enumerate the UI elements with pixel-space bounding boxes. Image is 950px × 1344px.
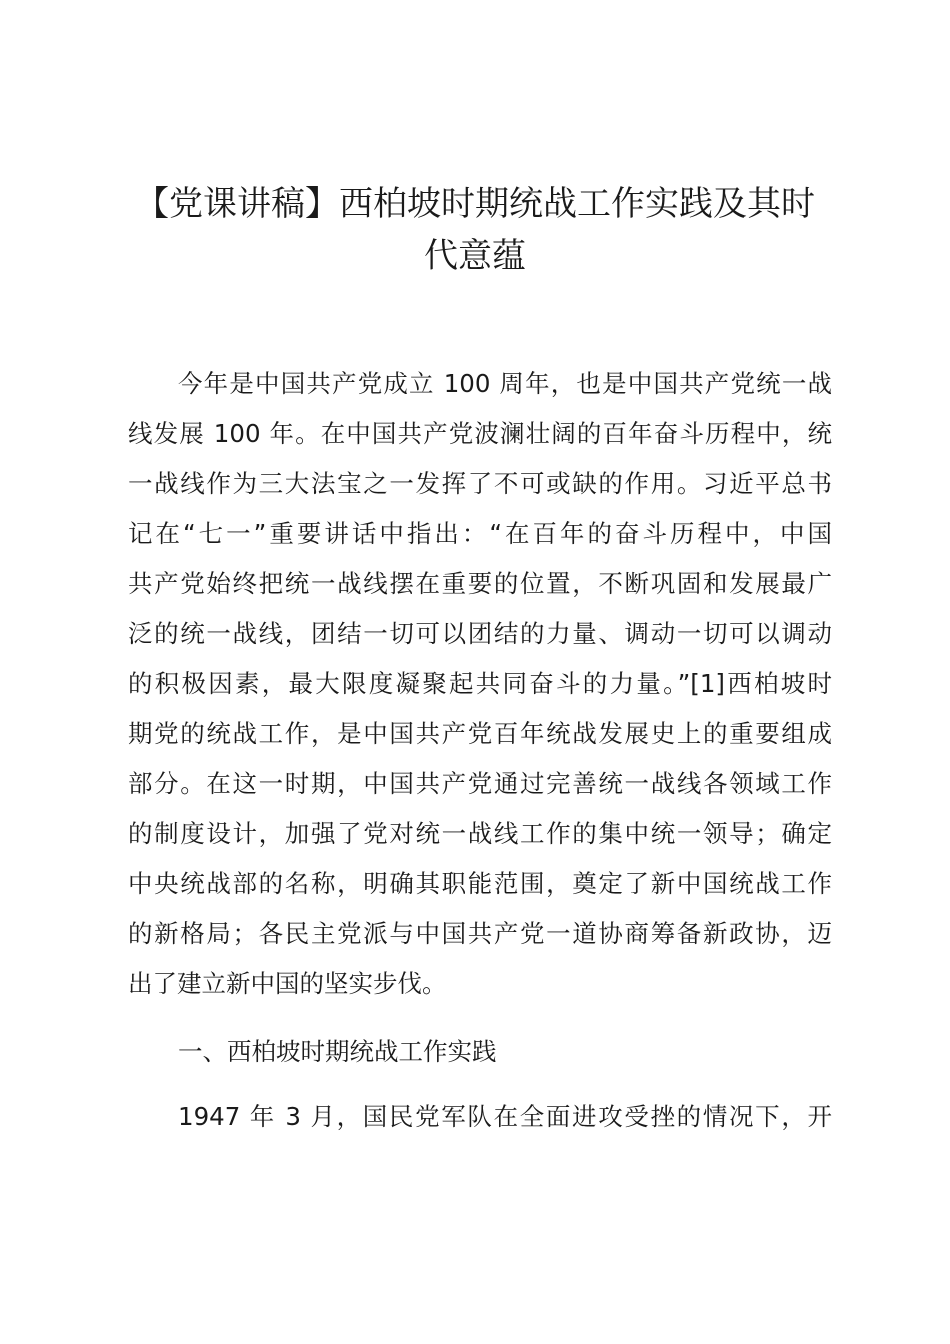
section-paragraph-line: 1947 年 3 月，国民党军队在全面进攻受挫的情况下，开 [178, 1102, 832, 1131]
paragraph-line: 中央统战部的名称，明确其职能范围，奠定了新中国统战工作 [128, 869, 832, 898]
title-line: 代意蕴 [424, 236, 526, 276]
paragraph-line: 的制度设计，加强了党对统一战线工作的集中统一领导；确定 [128, 819, 832, 848]
section-heading: 一、西柏坡时期统战工作实践 [178, 1037, 497, 1066]
paragraph-line: 的新格局；各民主党派与中国共产党一道协商筹备新政协，迈 [128, 919, 832, 948]
paragraph-line: 记在“七一”重要讲话中指出：“在百年的奋斗历程中，中国 [128, 519, 832, 548]
paragraph-line: 线发展 100 年。在中国共产党波澜壮阔的百年奋斗历程中，统 [128, 419, 832, 448]
paragraph-line: 的积极因素，最大限度凝聚起共同奋斗的力量。”[1]西柏坡时 [128, 669, 832, 698]
title-line: 【党课讲稿】西柏坡时期统战工作实践及其时 [135, 184, 815, 224]
paragraph-line: 部分。在这一时期，中国共产党通过完善统一战线各领域工作 [128, 769, 832, 798]
paragraph-line: 期党的统战工作，是中国共产党百年统战发展史上的重要组成 [128, 719, 832, 748]
paragraph-line: 出了建立新中国的坚实步伐。 [128, 969, 447, 998]
paragraph-line: 共产党始终把统一战线摆在重要的位置，不断巩固和发展最广 [128, 569, 832, 598]
paragraph-line: 泛的统一战线，团结一切可以团结的力量、调动一切可以调动 [128, 619, 832, 648]
document-title [110, 178, 840, 282]
paragraph-line: 一战线作为三大法宝之一发挥了不可或缺的作用。习近平总书 [128, 469, 832, 498]
paragraph-line: 今年是中国共产党成立 100 周年，也是中国共产党统一战 [178, 369, 832, 398]
